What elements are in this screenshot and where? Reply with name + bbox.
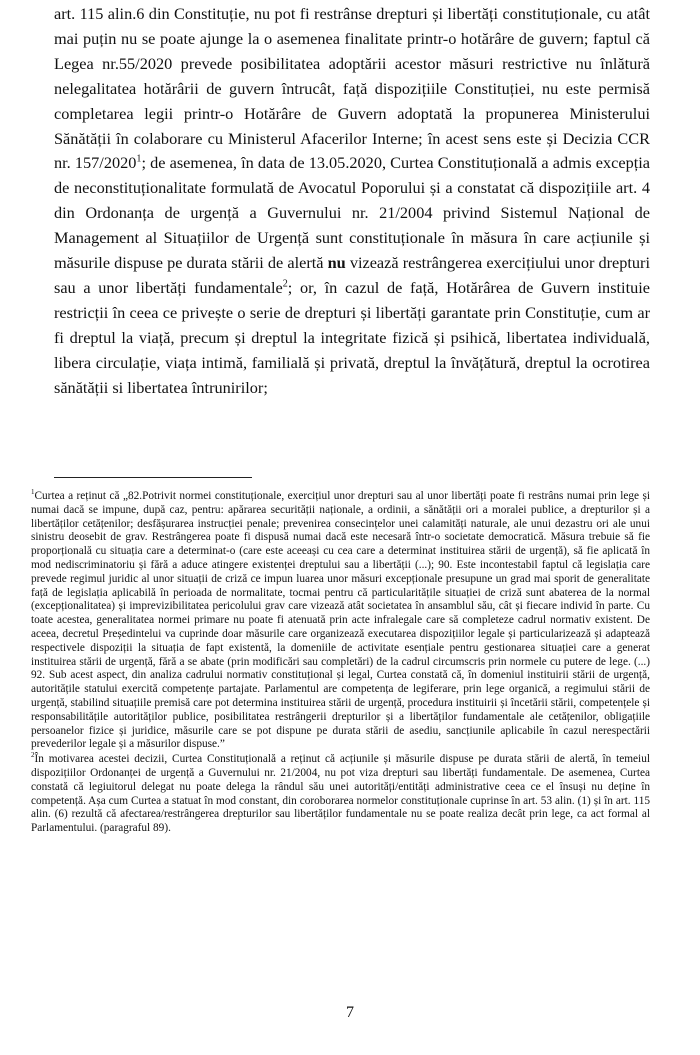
footnote-ref-2: 2 — [282, 278, 288, 290]
emphasized-word: nu — [327, 253, 346, 273]
footnotes-section — [31, 490, 650, 837]
body-text-part-3: vizează restrângerea exercițiului unor drepturi sau a unor libertăți fundamentale — [54, 253, 651, 297]
footnote-separator — [54, 477, 252, 478]
footnote-2 — [31, 753, 650, 836]
footnote-text: În motivarea acestei decizii, Curtea Constituțională a reținut că acțiunile și măsurile dispuse pe durata stării de alertă, în temeiul dispozițiilor Ordonanței de urgență a Guvernului nr. 21/2004, nu pot viza drepturi sau libertăți fundamentale. De asemenea, Curtea constată că legiuitorul delegat nu poate delega la rândul său unei autorități/entități administrative ceea ce el însuși nu deține în competență. Așa cum Curtea a statuat în mod constant, din coroborarea normelor constituționale cuprinse în art. 53 alin. (1) și în art. 115 alin. (6) rezultă că afectarea/restrângerea drepturilor sau libertăților fundamentale nu se poate realiza decât prin lege, ca act formal al Parlamentului. (paragraful 89). — [31, 753, 650, 835]
body-text-part-1: art. 115 alin.6 din Constituție, nu pot fi restrânse drepturi și libertăți constituționale, cu atât mai puțin nu se poate ajunge la o asemenea finalitate printr-o hotărâre de guvern; faptul că Legea nr.55/2020 prevede posibilitatea adoptării acestor măsuri restrictive nu înlătură nelegalitatea hotărârii de guvern întrucât, față dispozițiile Constituției, nu este permisă completarea legii printr-o Hotărâre de Guvern adoptată la propunerea Ministerului Sănătății în colaborare cu Ministerul Afacerilor Interne; în acest sens este și Decizia CCR nr. 157/2020 — [54, 4, 650, 173]
footnote-number: 1 — [31, 488, 35, 497]
body-paragraph — [54, 2, 650, 401]
footnote-ref-1: 1 — [136, 154, 142, 166]
footnote-number: 2 — [31, 751, 35, 760]
footnote-1 — [31, 490, 650, 752]
page-number: 7 — [346, 1004, 354, 1021]
body-text-part-4: ; or, în cazul de față, Hotărârea de Guvern instituie restricții în ceea ce privește o serie de drepturi și libertăți garantate prin Constituție, cum ar fi dreptul la viață, precum și dreptul la integritate fizică și psihică, libertatea individuală, libera circulație, viața intimă, familială și privată, dreptul la învățătură, dreptul la ocrotirea sănătății si libertatea întrunirilor; — [54, 277, 650, 397]
footnote-text: Curtea a reținut că „82.Potrivit normei constituționale, exercițiul unor drepturi sau al unor libertăți poate fi restrâns numai prin lege și numai dacă se impune, după caz, pentru: apărarea securității naționale, a ordinii, a sănătății ori a moralei publice, a drepturilor și a libertăților cetățenilor; desfășurarea instrucției penale; prevenirea consecințelor unei calamități naturale, ale unui dezastru ori ale unui sinistru deosebit de grav. Restrângerea poate fi dispusă numai dacă este necesară într-o societate democratică. Măsura trebuie să fie proporțională cu situația care a determinat-o (care este aceeași cu cea care a determinat instituirea stării de urgență), să fie aplicată în mod nediscriminatoriu și fără a aduce atingere existenței dreptului sau a libertății (...); 90. Este incontestabil faptul că legislația care prevede regimul juridic al unor situații de criză ce impun luarea unor măsuri excepționale presupune un grad mai sporit de generalitate față de legislația aplicabilă în perioada de normalitate, tocmai pentru că particularitățile situației de criză sunt abaterea de la normal (excepționalitatea) și imprevizibilitatea pericolului grav care vizează atât societatea în ansamblul său, cât și fiecare individ în parte. Cu toate acestea, generalitatea normei primare nu poate fi atenuată prin acte infralegale care să completeze cadrul normativ existent. De aceea, decretul Președintelui va cuprinde doar măsurile care organizează executarea dispozițiilor legale și particularizează și adaptează respectivele dispoziții la situația de fapt existentă, la domeniile de activitate esențiale pentru gestionarea situației care a generat instituirea stării de urgență, fără a se abate (prin modificări sau completări) de la cadrul circumscris prin normele cu putere de lege. (...) 92. Sub acest aspect, din analiza cadrului normativ constituțional și legal, Curtea constată că, în domeniul instituirii stării de urgență, autoritățile statului exercită competențe partajate. Parlamentul are competența de legiferare, prin lege organică, a regimului stării de urgență, stabilind situațiile premisă care pot determina instituirea stării de urgență, procedura instituirii și încetării stării, competențele și responsabilitățile autorităților publice, posibilitatea restrângerii drepturilor și a libertăților fundamentale ale cetățenilor, obligațiile persoanelor fizice și juridice, măsurile care se pot dispune pe durata stării de asediu, sancțiunile aplicabile în cazul nerespectării prevederilor legale și a măsurilor dispuse.” — [31, 490, 650, 751]
body-text-part-2: ; de asemenea, în data de 13.05.2020, Curtea Constituțională a admis excepția de neconstituționalitate formulată de Avocatul Poporului și a constatat că dispozițiile art. 4 din Ordonanța de urgență a Guvernului nr. 21/2004 privind Sistemul Național de Management al Situațiilor de Urgență sunt constituționale în măsura în care acțiunile și măsurile dispuse pe durata stării de alertă — [54, 153, 650, 273]
